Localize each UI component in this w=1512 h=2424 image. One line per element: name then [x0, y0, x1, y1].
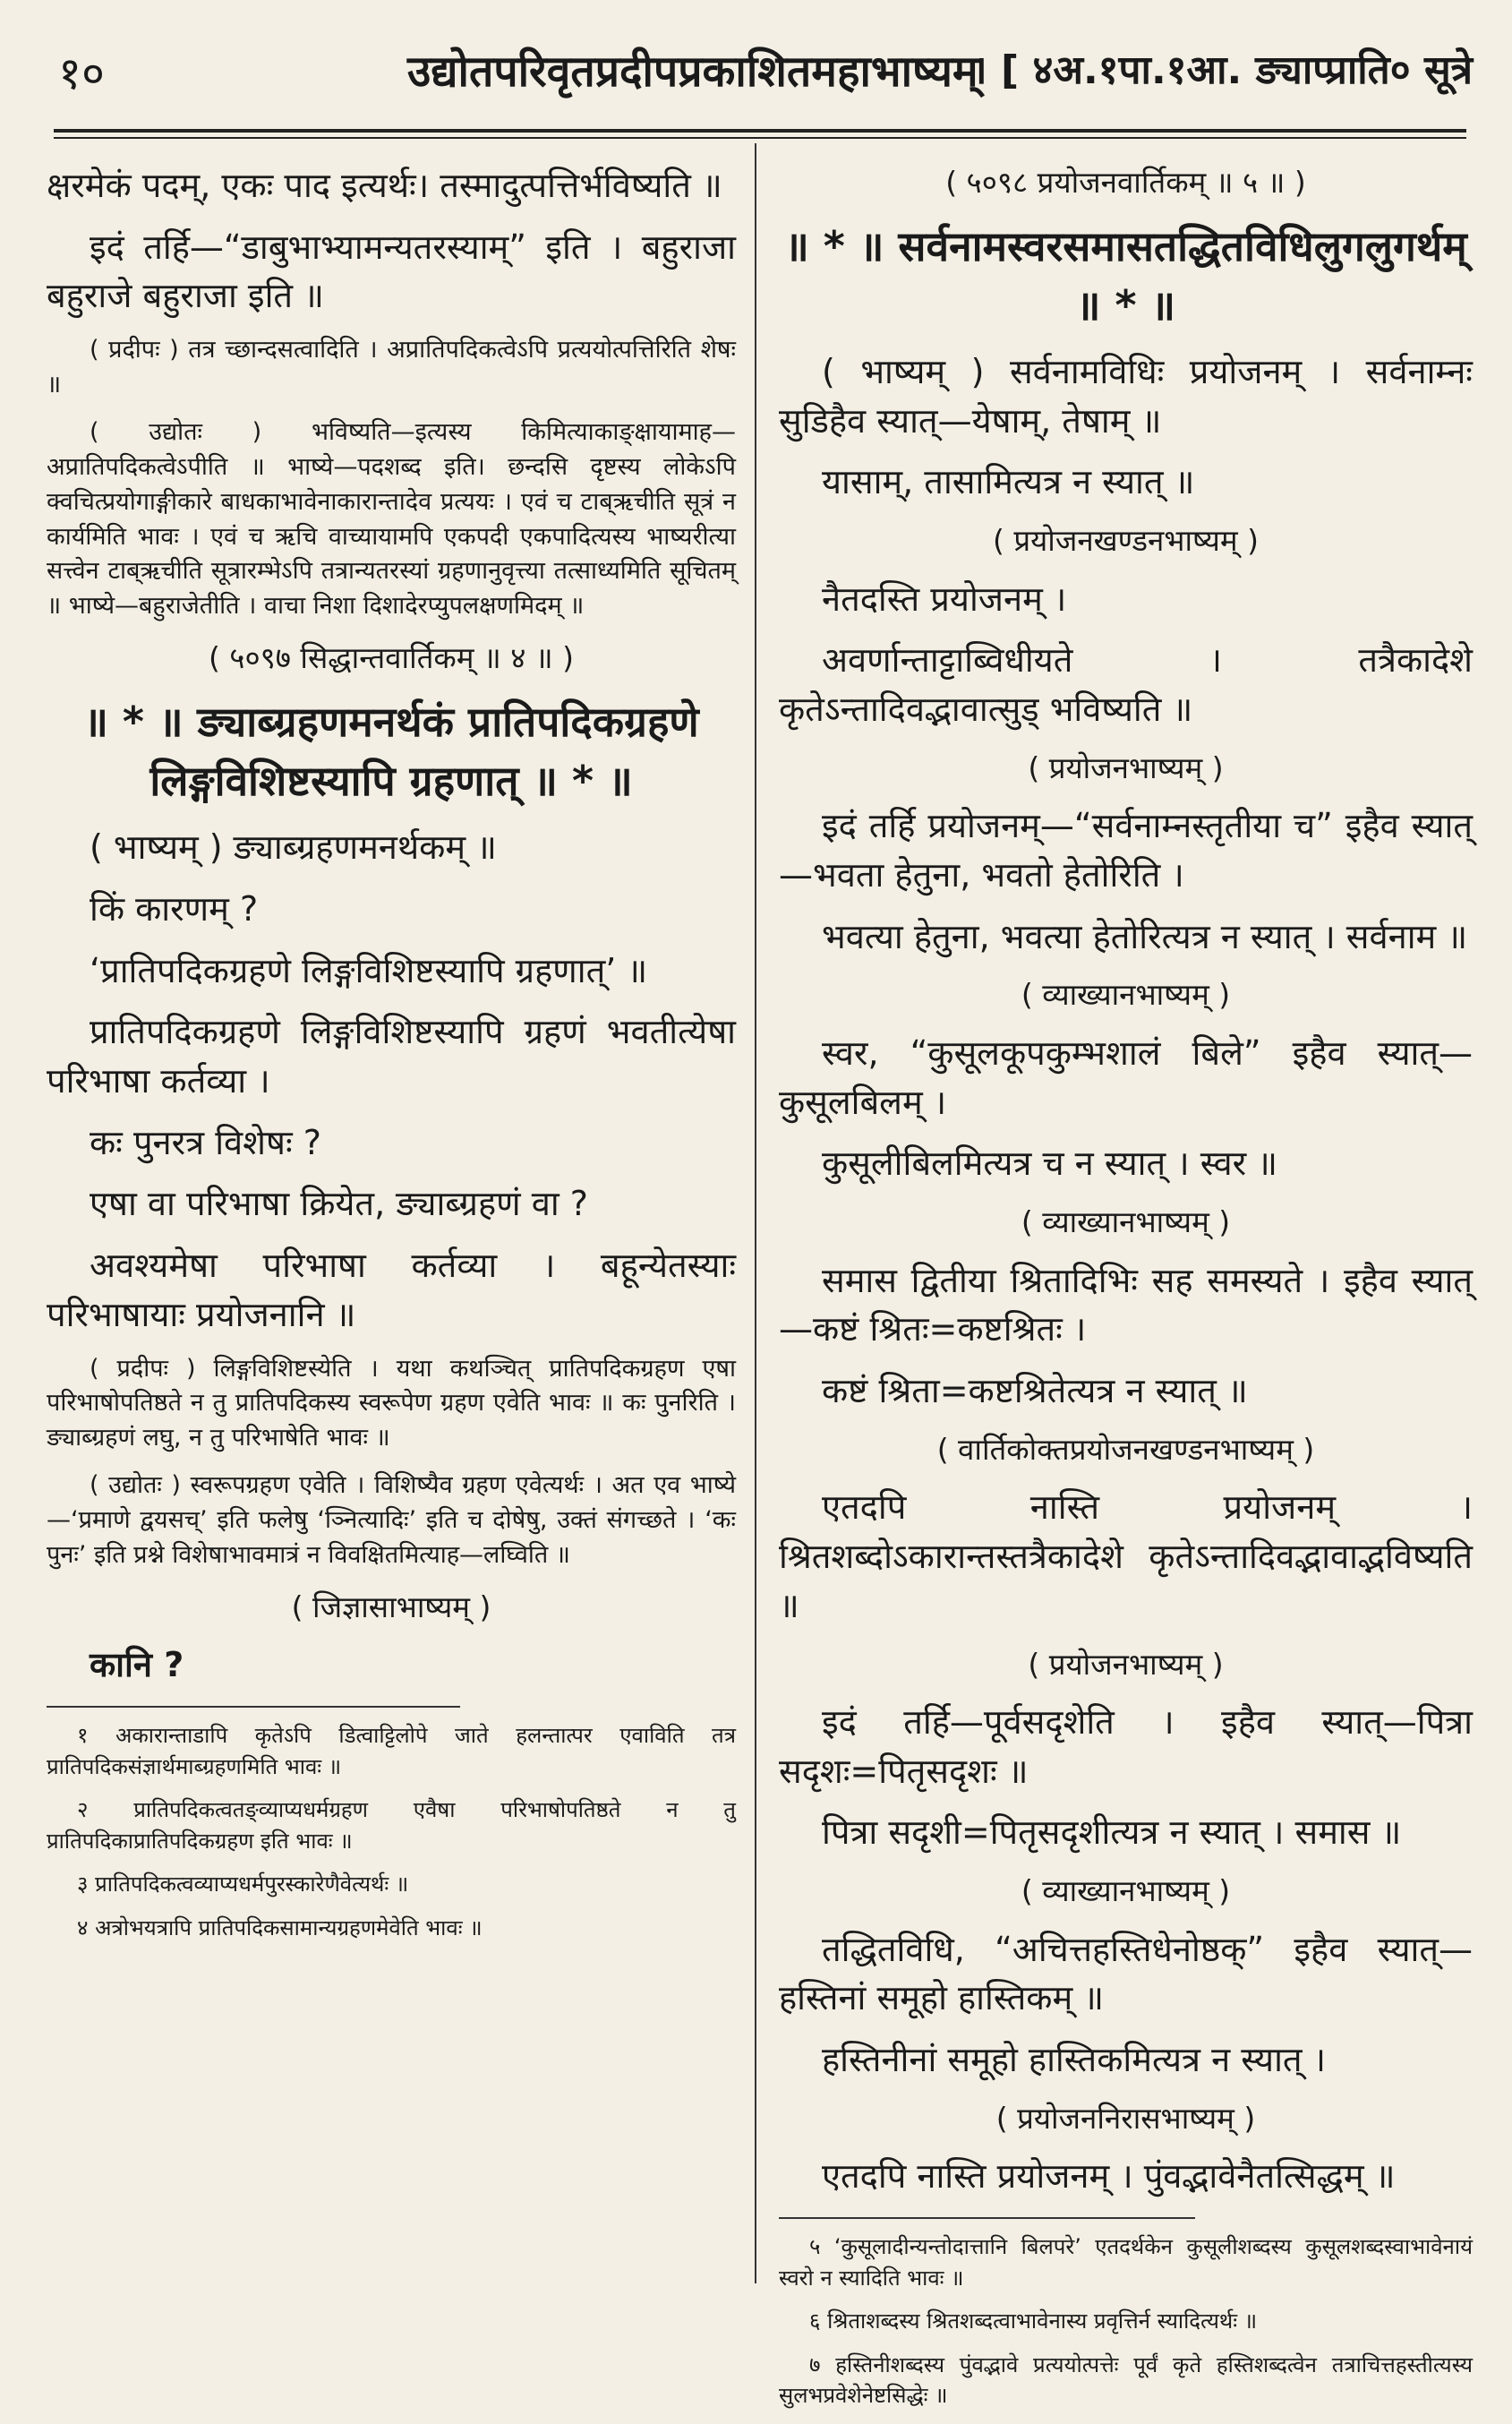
commentary-pradipa: ( प्रदीपः ) लिङ्गविशिष्टस्येति । यथा कथञ्चित् प्रातिपदिकग्रहण एषा परिभाषोपतिष्ठते न तु प्रातिपदिकस्य स्वरूपेण ग्रहण एवेति भावः ॥ कः पुनरिति । ङ्याब्ग्रहणं लघु, न तु परिभाषेति भावः ॥: [47, 1354, 736, 1452]
paragraph: इदं तर्हि—“डाबुभाभ्यामन्यतरस्याम्” इति । बहुराजा बहुराजे बहुराजा इति ॥: [47, 227, 736, 316]
running-header: [49, 25, 1473, 124]
column-divider: [755, 143, 756, 2283]
paragraph: इदं तर्हि प्रयोजनम्—“सर्वनाम्नस्तृतीया च” इहैव स्यात्—भवता हेतुना, भवतो हेतोरिति ।: [779, 806, 1473, 895]
footnote: ४ अत्रोभयत्रापि प्रातिपदिकसामान्यग्रहणमेवेति भावः ॥: [77, 1914, 483, 1940]
paragraph: नैतदस्ति प्रयोजनम् ।: [822, 578, 1067, 619]
section-label: ( जिज्ञासाभाष्यम् ): [291, 1589, 491, 1624]
section-label: ( प्रयोजनखण्डनभाष्यम् ): [993, 523, 1259, 559]
paragraph: हस्तिनीनां समूहो हास्तिकमित्यत्र न स्यात् ।: [822, 2040, 1327, 2080]
footnote: ७ हस्तिनीशब्दस्य पुंवद्भावे प्रत्ययोत्पत्तेः पूर्वं कृते हस्तिशब्दत्वेन तत्राचित्तहस्तीत्यस्य सुलभप्रवेशेनेष्टसिद्धेः ॥: [779, 2351, 1473, 2409]
section-label: ( व्याख्यानभाष्यम् ): [1021, 1873, 1231, 1909]
paragraph: एतदपि नास्ति प्रयोजनम् । श्रितशब्दोऽकारान्तस्तत्रैकादेशे कृतेऽन्तादिवद्भावाद्भविष्यति ॥: [779, 1487, 1473, 1625]
paragraph: भवत्या हेतुना, भवत्या हेतोरित्यत्र न स्यात् । सर्वनाम ॥: [822, 916, 1468, 956]
section-reference: । [ ४अ.१पा.१आ. ङ्याप्प्राति० सूत्रे: [972, 47, 1473, 93]
header-rule: [54, 129, 1466, 133]
paragraph: तद्धितविधि, “अचित्तहस्तिधेनोष्ठक्” इहैव स्यात्—हस्तिनां समूहो हास्तिकम् ॥: [779, 1929, 1473, 2018]
footnote: १ अकारान्ताडापि कृतेऽपि डित्वाट्टिलोपे जाते हलन्तात्पर एवाविति तत्र प्रातिपदिकसंज्ञार्थमाब्ग्रहणमिति भावः ॥: [47, 1723, 736, 1779]
vartika-heading: ॥ * ॥ ङ्याब्ग्रहणमनर्थकं प्रातिपदिकग्रहणे लिङ्गविशिष्टस्यापि ग्रहणात् ॥ * ॥: [83, 697, 699, 805]
right-column: [779, 161, 1473, 2424]
paragraph: किं कारणम् ?: [90, 888, 259, 929]
vartika-label: ( ५०९८ प्रयोजनवार्तिकम् ॥ ५ ॥ ): [945, 165, 1306, 200]
section-label: ( प्रयोजनभाष्यम् ): [1028, 749, 1224, 785]
footnote: ५ ‘कुसूलादीन्यन्तोदात्तानि बिलपरे’ एतदर्थकेन कुसूलीशब्दस्य कुसूलशब्दस्वाभावेनायं स्वरो न स्यादिति भावः ॥: [779, 2234, 1473, 2291]
footnote: २ प्रातिपदिकत्वतङ्व्याप्यधर्मग्रहण एवैषा परिभाषोपतिष्ठते न तु प्रातिपदिकाप्रातिपदिकग्रहण इति भावः ॥: [47, 1797, 736, 1854]
paragraph: अवर्णान्ताट्टाब्विधीयते । तत्रैकादेशे कृतेऽन्तादिवद्भावात्सुड् भविष्यति ॥: [779, 640, 1473, 730]
paragraph: एतदपि नास्ति प्रयोजनम् । पुंवद्भावेनैतत्सिद्धम् ॥: [822, 2156, 1396, 2197]
paragraph: यासाम्, तासामित्यत्र न स्यात् ॥: [822, 462, 1195, 502]
paragraph: कानि ?: [90, 1645, 184, 1685]
paragraph: ( भाष्यम् ) सर्वनामविधिः प्रयोजनम् । सर्वनाम्नः सुडिहैव स्यात्—येषाम्, तेषाम् ॥: [779, 351, 1473, 441]
paragraph: स्वर, “कुसूलकूपकुम्भशालं बिले” इहैव स्यात्—कुसूलबिलम् ।: [779, 1033, 1473, 1122]
section-label: ( प्रयोजनभाष्यम् ): [1028, 1646, 1224, 1682]
paragraph: अवश्यमेषा परिभाषा कर्तव्या । बहून्येतस्याः परिभाषायाः प्रयोजनानि ॥: [47, 1246, 736, 1334]
section-label: ( व्याख्यानभाष्यम् ): [1021, 977, 1231, 1013]
vartika-heading: ॥ * ॥ सर्वनामस्वरसमासतद्धितविधिलुगलुगर्थम् ॥ * ॥: [784, 221, 1467, 330]
paragraph: क्षरमेकं पदम्, एकः पाद इत्यर्थः। तस्मादुत्पत्तिर्भविष्यति ॥: [47, 166, 722, 205]
vartika-label: ( ५०९७ सिद्धान्तवार्तिकम् ॥ ४ ॥ ): [208, 640, 575, 676]
paragraph: प्रातिपदिकग्रहणे लिङ्गविशिष्टस्यापि ग्रहणं भवतीत्येषा परिभाषा कर्तव्या ।: [47, 1012, 736, 1101]
paragraph: कुसूलीबिलमित्यत्र च न स्यात् । स्वर ॥: [822, 1143, 1278, 1184]
footnote: ३ प्रातिपदिकत्वव्याप्यधर्मपुरस्कारेणैवेत्यर्थः ॥: [77, 1872, 409, 1897]
footnote-rule: [779, 2217, 1195, 2219]
paragraph: पित्रा सदृशी=पितृसदृशीत्यत्र न स्यात् । समास ॥: [822, 1812, 1402, 1853]
paragraph: एषा वा परिभाषा क्रियेत, ङ्याब्ग्रहणं वा ?: [90, 1184, 588, 1224]
footnote: ६ श्रिताशब्दस्य श्रितशब्दत्वाभावेनास्य प्रवृत्तिर्न स्यादित्यर्थः ॥: [809, 2308, 1258, 2334]
paragraph: कः पुनरत्र विशेषः ?: [90, 1122, 321, 1162]
paragraph: ‘प्रातिपदिकग्रहणे लिङ्गविशिष्टस्यापि ग्रहणात्’ ॥: [90, 950, 648, 990]
page-number: १०: [58, 47, 105, 99]
commentary-pradipa: ( प्रदीपः ) तत्र च्छान्दसत्वादिति । अप्रातिपदिकत्वेऽपि प्रत्ययोत्पत्तिरिति शेषः ॥: [47, 336, 736, 399]
header-rule-thin: [54, 137, 1466, 139]
book-title: उद्योतपरिवृतप्रदीपप्रकाशितमहाभाष्यम्: [407, 47, 978, 97]
paragraph: कष्टं श्रिता=कष्टश्रितेत्यत्र न स्यात् ॥: [822, 1371, 1248, 1411]
section-label: ( वार्तिकोक्तप्रयोजनखण्डनभाष्यम् ): [936, 1431, 1315, 1467]
commentary-uddyota: ( उद्योतः ) स्वरूपग्रहण एवेति । विशिष्यैव ग्रहण एवेत्यर्थः । अत एव भाष्ये—‘प्रमाणे द्वयसच्’ इति फलेषु ‘ञ्नित्यादिः’ इति च दोषेषु, उक्तं संगच्छते । ‘कः पुनः’ इति प्रश्ने विशेषाभावमात्रं न विवक्षितमित्याह—लघ्विति ॥: [47, 1471, 736, 1569]
section-label: ( प्रयोजननिरासभाष्यम् ): [995, 2100, 1256, 2136]
section-label: ( व्याख्यानभाष्यम् ): [1021, 1204, 1231, 1240]
left-column: [47, 161, 736, 1956]
commentary-uddyota: ( उद्योतः ) भविष्यति—इत्यस्य किमित्याकाङ्क्षायामाह—अप्रातिपदिकत्वेऽपीति ॥ भाष्ये—पदशब्द इति। छन्दसि दृष्टस्य लोकेऽपि क्वचित्प्रयोगाङ्गीकारे बाधकाभावेनाकारान्तादेव प्रत्ययः । एवं च टाब्ऋचीति सूत्रं न कार्यमिति भावः । एवं च ऋचि वाच्यायामपि एकपदी एकपादित्यस्य भाष्यरीत्या सत्त्वेन टाब्ऋचीति सूत्रारम्भेऽपि तत्रान्यतरस्यां ग्रहणानुवृत्त्या तत्साध्यमिति सूचितम् ॥ भाष्ये—बहुराजेतीति । वाचा निशा दिशादेरप्युपलक्षणमिदम् ॥: [47, 417, 736, 621]
paragraph: ( भाष्यम् ) ङ्याब्ग्रहणमनर्थकम् ॥: [90, 827, 497, 868]
paragraph: इदं तर्हि—पूर्वसदृशेति । इहैव स्यात्—पित्रा सदृशः=पितृसदृशः ॥: [779, 1702, 1473, 1791]
footnote-rule: [47, 1706, 460, 1708]
paragraph: समास द्वितीया श्रितादिभिः सह समस्यते । इहैव स्यात्—कष्टं श्रितः=कष्टश्रितः ।: [779, 1260, 1473, 1349]
